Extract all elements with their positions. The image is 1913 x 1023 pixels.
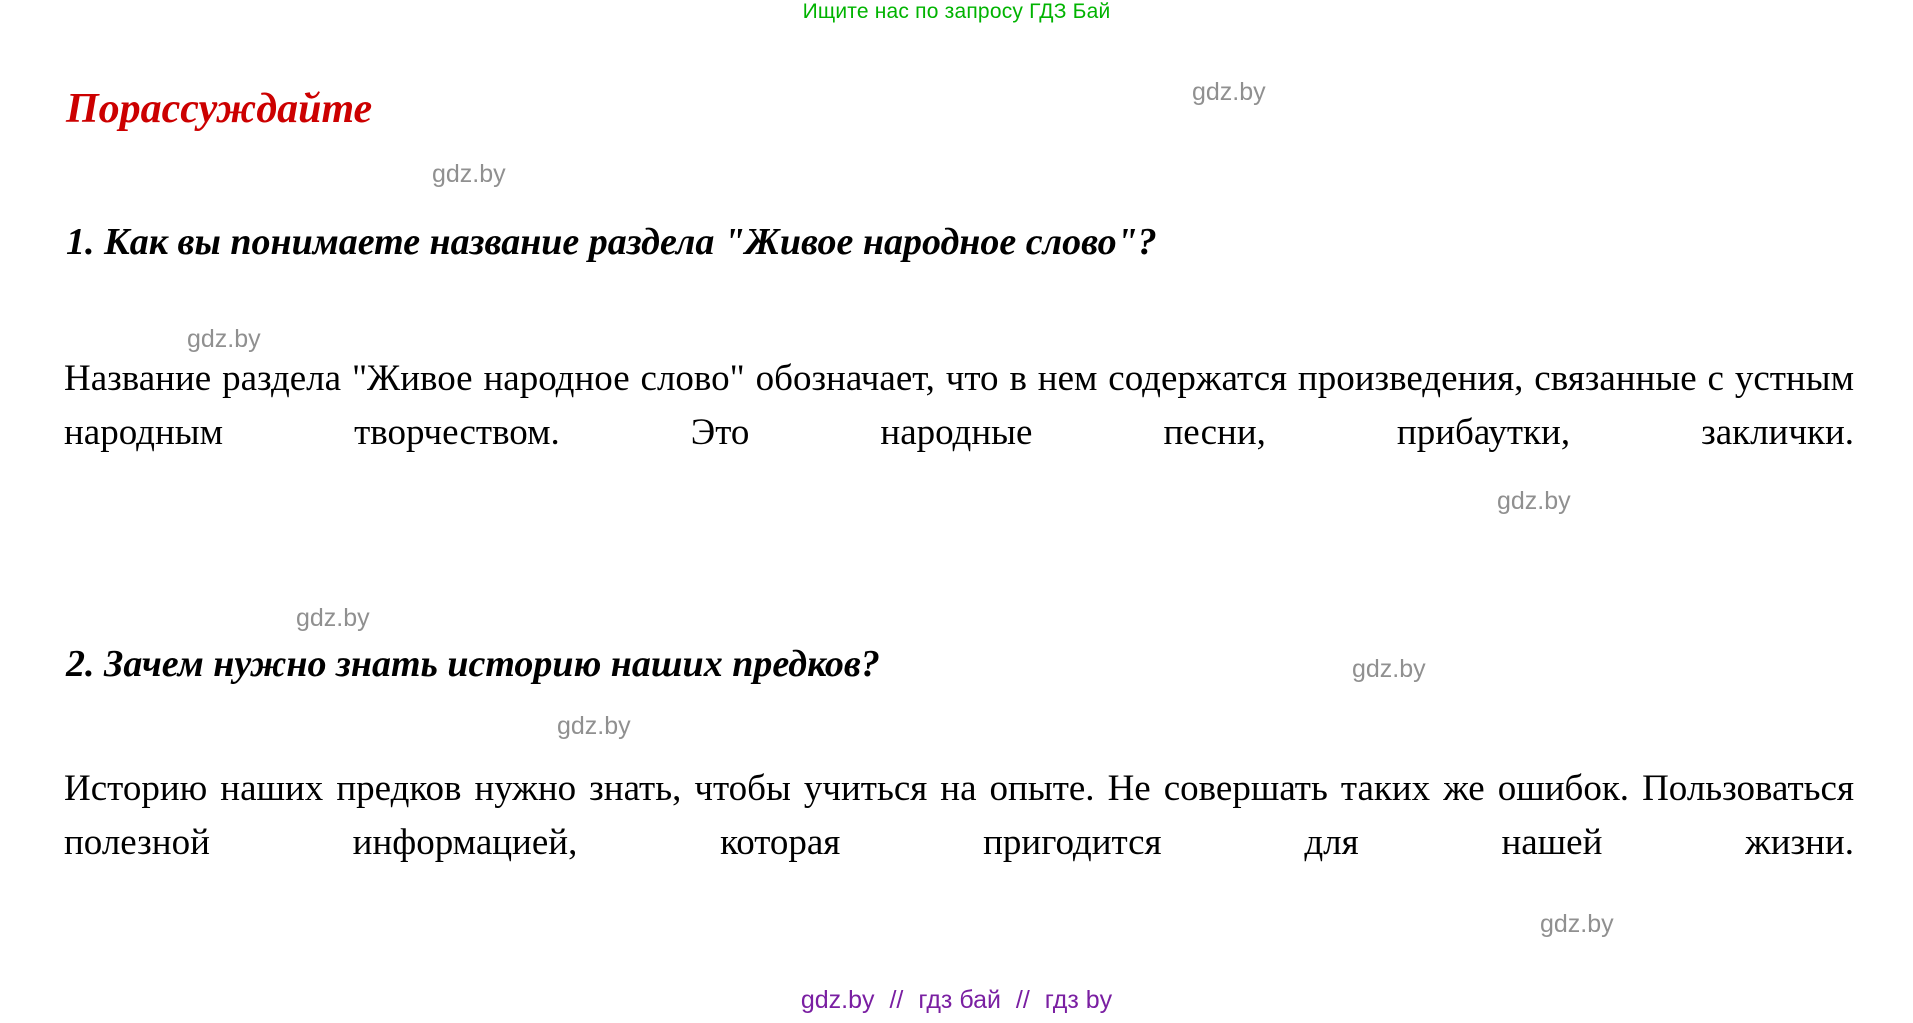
footer-link-gdz-by[interactable]: gdz.by [800,986,875,1014]
watermark: gdz.by [1540,910,1614,938]
watermark: gdz.by [296,604,370,632]
footer-link-gdz-by-2[interactable]: гдз by [1044,986,1113,1014]
watermark: gdz.by [1352,655,1426,683]
footer-links [0,986,1913,1015]
footer-separator: // [889,986,904,1014]
question-2-answer: Историю наших предков нужно знать, чтобы учиться на опыте. Не совершать таких же ошибок. Пользоваться полезной информацией, которая пригодится для нашей жизни. [64,768,1854,863]
watermark: gdz.by [557,712,631,740]
footer-link-gdz-bay[interactable]: гдз бай [918,986,1001,1014]
page-title: Порассуждайте [66,86,373,132]
watermark: gdz.by [432,160,506,188]
question-1-heading: 1. Как вы понимаете название раздела "Живое народное слово"? [66,221,1157,263]
watermark: gdz.by [1192,78,1266,106]
question-2-heading: 2. Зачем нужно знать историю наших предков? [66,643,880,685]
watermark: gdz.by [1497,487,1571,515]
question-1-answer: Название раздела "Живое народное слово" обозначает, что в нем содержатся произведения, связанные с устным народным творчеством. Это народные песни, прибаутки, заклички. [64,358,1854,453]
search-prompt-banner: Ищите нас по запросу ГДЗ Бай [802,0,1111,23]
footer-separator: // [1015,986,1030,1014]
watermark: gdz.by [187,325,261,353]
